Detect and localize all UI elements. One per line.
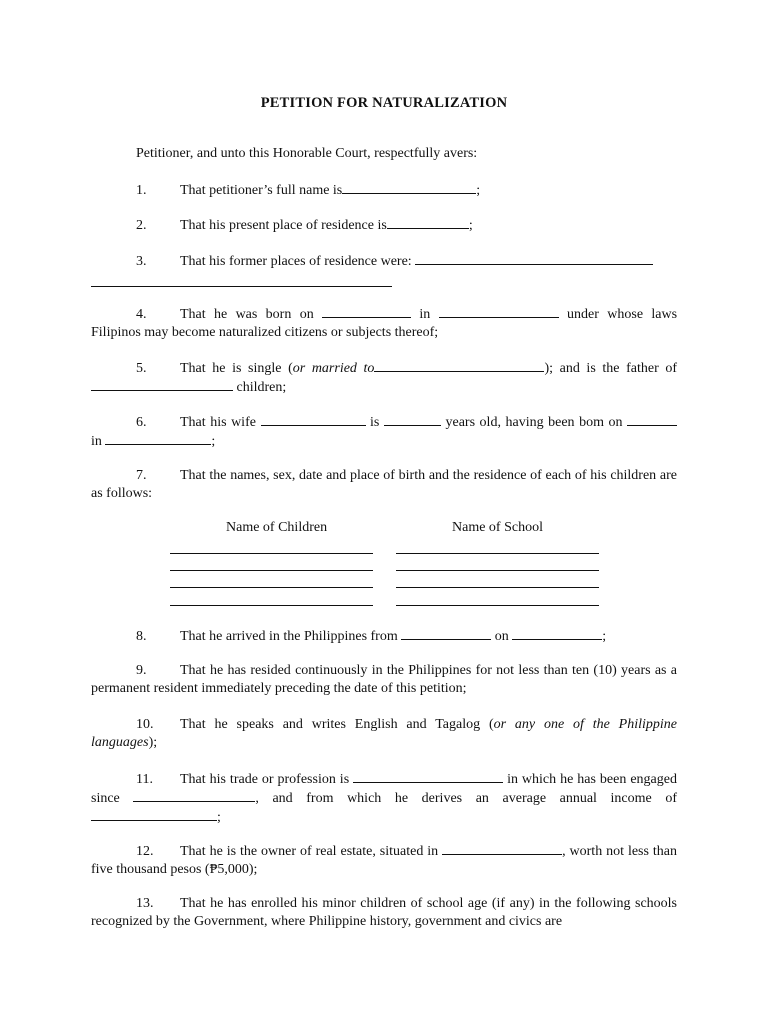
paragraph-text: That he has resided continuously in the Philippines for not less than ten (10) years as a permanent resident immediately preceding the date of this petition; <box>91 663 677 696</box>
column-header-children: Name of Children <box>226 520 328 535</box>
paragraph-text: engaged since <box>91 772 677 806</box>
spouse-name-blank[interactable] <box>374 359 544 372</box>
school-name-blank[interactable] <box>396 605 599 606</box>
children-count-blank[interactable] <box>91 378 233 391</box>
paragraph-text: That he is the owner of real estate, situated in <box>180 844 439 859</box>
paragraph-text: children; <box>236 380 287 395</box>
birth-place-blank[interactable] <box>439 305 559 318</box>
paragraph-text: That his wife <box>180 415 256 430</box>
paragraph-text: is <box>370 415 380 430</box>
full-name-blank[interactable] <box>342 181 476 194</box>
paragraph-7 <box>91 467 677 503</box>
paragraph-number: 6. <box>136 415 147 430</box>
punctuation: ; <box>476 183 481 198</box>
engaged-since-blank[interactable] <box>133 789 255 802</box>
paragraph-number: 3. <box>136 254 147 269</box>
paragraph-text: That his former places of residence were: <box>180 254 412 269</box>
paragraph-text: ); and is the father of <box>544 361 678 376</box>
paragraph-13 <box>91 895 677 931</box>
paragraph-text: That petitioner’s full name is <box>180 183 343 198</box>
paragraph-number: 2. <box>136 218 147 233</box>
italic-text: or married to <box>292 361 375 376</box>
paragraph-8 <box>91 627 677 646</box>
paragraph-text: in which he has been <box>507 772 627 787</box>
document-title: PETITION FOR NATURALIZATION <box>260 95 508 111</box>
intro-paragraph <box>91 145 677 163</box>
paragraph-text: That his trade or profession is <box>180 772 350 787</box>
school-name-blank[interactable] <box>396 553 599 554</box>
punctuation: ; <box>602 629 607 644</box>
arrival-date-blank[interactable] <box>512 627 602 640</box>
present-residence-blank[interactable] <box>387 216 469 229</box>
punctuation: ; <box>468 218 473 233</box>
paragraph-text: Filipinos may become naturalized citizens or subjects thereof; <box>91 325 439 340</box>
paragraph-text: , and from which he derives an average annual income of <box>255 791 677 806</box>
paragraph-text: That he was born on <box>180 307 314 322</box>
paragraph-text: under whose laws <box>567 307 678 322</box>
wife-birth-place-blank[interactable] <box>105 432 211 445</box>
paragraph-number: 11. <box>136 772 153 787</box>
birth-date-blank[interactable] <box>322 305 411 318</box>
child-name-blank[interactable] <box>170 587 373 588</box>
paragraph-text: in <box>419 307 431 322</box>
paragraph-number: 5. <box>136 361 147 376</box>
profession-blank[interactable] <box>353 770 503 783</box>
arrival-origin-blank[interactable] <box>401 627 491 640</box>
paragraph-2 <box>91 216 677 235</box>
wife-name-blank[interactable] <box>261 413 366 426</box>
intro-text: Petitioner, and unto this Honorable Court, respectfully avers: <box>136 146 478 161</box>
italic-text: or any one of the Philippine languages <box>91 717 677 750</box>
paragraph-number: 7. <box>136 468 147 483</box>
child-name-blank[interactable] <box>170 570 373 571</box>
paragraph-text: That his present place of residence is <box>180 218 387 233</box>
school-name-blank[interactable] <box>396 570 599 571</box>
paragraph-text: That he arrived in the Philippines from <box>180 629 398 644</box>
paragraph-6 <box>91 413 677 451</box>
paragraph-text: in <box>91 434 102 449</box>
paragraph-text: years old, having been bom on <box>445 415 623 430</box>
paragraph-9 <box>91 662 677 698</box>
real-estate-location-blank[interactable] <box>442 842 562 855</box>
paragraph-text: That the names, sex, date and place of birth and the residence of each of his children are as follows: <box>91 468 677 501</box>
paragraph-text: That he has enrolled his minor children of school age (if any) in the following schools recognized by the Government, where Philippine history, government and civics are <box>91 896 677 929</box>
school-name-blank[interactable] <box>396 587 599 588</box>
punctuation: ; <box>211 434 216 449</box>
paragraph-number: 13. <box>136 896 154 911</box>
former-residence-blank-1[interactable] <box>415 252 653 265</box>
paragraph-text: than five thousand pesos (₱5,000); <box>91 844 677 877</box>
paragraph-text: That he speaks and writes English and Tagalog ( <box>180 717 494 732</box>
child-name-blank[interactable] <box>170 605 373 606</box>
paragraph-text: on <box>494 629 509 644</box>
paragraph-text: , worth not less <box>562 844 649 859</box>
paragraph-number: 10. <box>136 717 154 732</box>
paragraph-number: 8. <box>136 629 147 644</box>
child-name-blank[interactable] <box>170 553 373 554</box>
paragraph-10 <box>91 716 677 752</box>
paragraph-4 <box>91 305 677 342</box>
former-residence-blank-2[interactable] <box>91 286 392 287</box>
paragraph-number: 4. <box>136 307 147 322</box>
column-header-school: Name of School <box>452 520 543 535</box>
paragraph-3 <box>91 252 677 271</box>
paragraph-text: That he is single ( <box>180 361 293 376</box>
paragraph-text: ); <box>148 735 158 750</box>
wife-age-blank[interactable] <box>384 413 441 426</box>
punctuation: ; <box>217 810 221 825</box>
paragraph-number: 9. <box>136 663 147 678</box>
wife-birth-date-blank[interactable] <box>627 413 677 426</box>
paragraph-number: 1. <box>136 183 147 198</box>
annual-income-blank[interactable] <box>91 808 217 821</box>
paragraph-number: 12. <box>136 844 154 859</box>
paragraph-11 <box>91 770 677 827</box>
paragraph-12 <box>91 842 677 879</box>
paragraph-1 <box>91 181 677 200</box>
paragraph-5 <box>91 359 677 397</box>
